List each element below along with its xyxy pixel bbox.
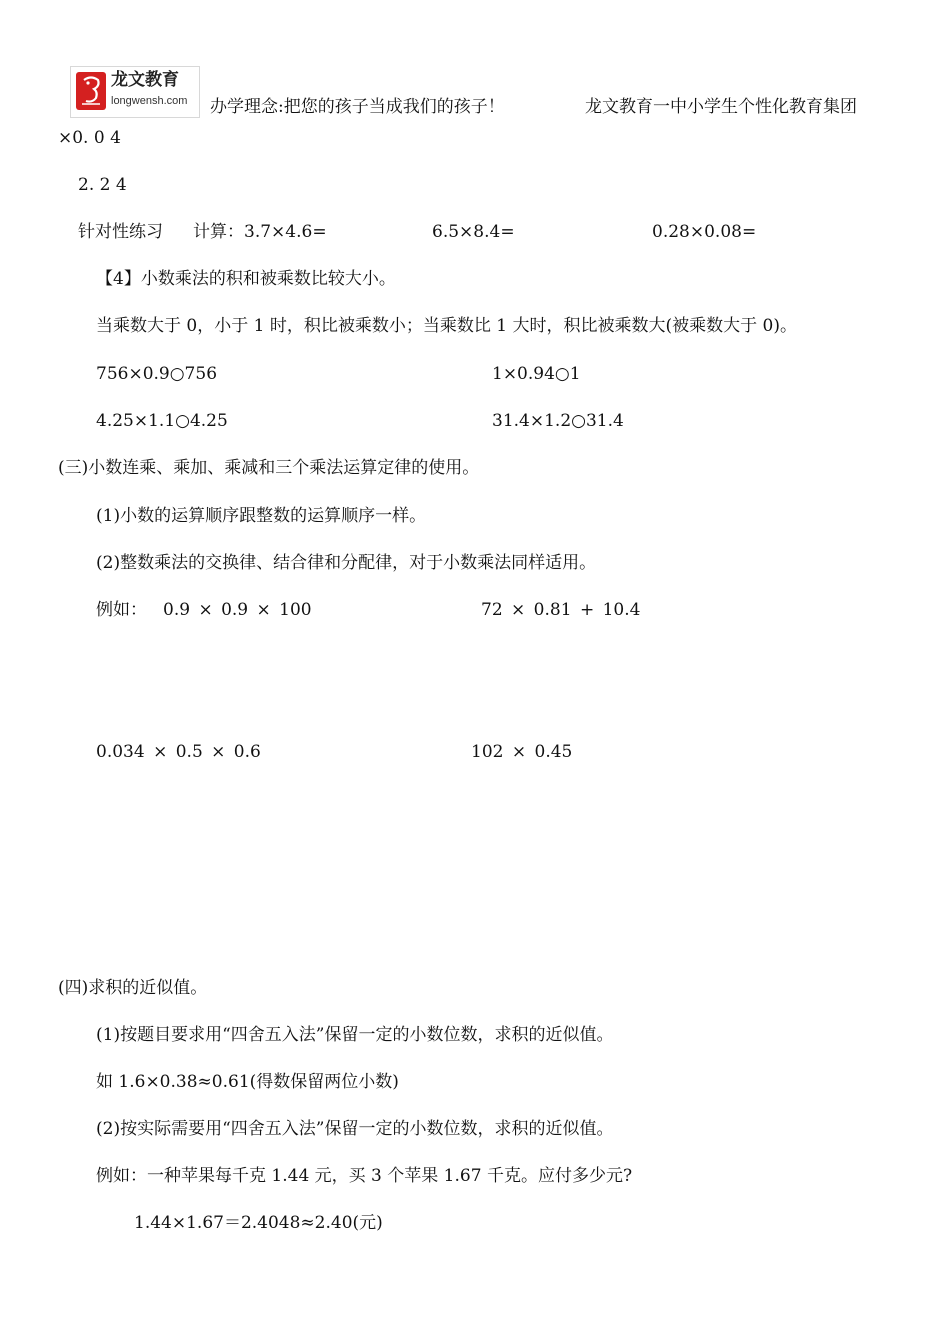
calc-line-result: 2. 2 4 [78, 175, 127, 195]
part4-example1: 如 1.6×0.38≈0.61(得数保留两位小数) [96, 1072, 399, 1092]
header-group: 龙文教育一中小学生个性化教育集团 [585, 97, 857, 117]
example-expr-2: 72 × 0.81 + 10.4 [481, 600, 641, 620]
practice-q1: 计算：3.7×4.6= [193, 222, 327, 242]
example-expr-3: 0.034 × 0.5 × 0.6 [96, 742, 261, 762]
calc-line-multiplier: ×0. 0 4 [58, 128, 121, 148]
part3-rule2: (2)整数乘法的交换律、结合律和分配律，对于小数乘法同样适用。 [96, 553, 597, 573]
compare-q2: 1×0.94○1 [492, 364, 581, 384]
part3-rule1: (1)小数的运算顺序跟整数的运算顺序一样。 [96, 506, 427, 526]
part4-example2: 例如：一种苹果每千克 1.44 元，买 3 个苹果 1.67 千克。应付多少元? [96, 1166, 633, 1186]
example-expr-4: 102 × 0.45 [471, 742, 573, 762]
compare-q1: 756×0.9○756 [96, 364, 218, 384]
part4-answer: 1.44×1.67＝2.4048≈2.40(元) [134, 1213, 383, 1233]
logo-name: 龙文教育 [111, 70, 179, 90]
logo-url: longwensh.com [111, 95, 188, 107]
part4-title: (四)求积的近似值。 [58, 978, 208, 998]
compare-q3: 4.25×1.1○4.25 [96, 411, 228, 431]
section4-title: 【4】小数乘法的积和被乘数比较大小。 [96, 269, 396, 289]
dragon-logo-icon [76, 72, 106, 110]
compare-q4: 31.4×1.2○31.4 [492, 411, 624, 431]
practice-q2: 6.5×8.4= [432, 222, 515, 242]
practice-label: 针对性练习 [78, 222, 163, 242]
header-motto: 办学理念:把您的孩子当成我们的孩子！ [210, 97, 505, 117]
part4-rule2: (2)按实际需要用“四舍五入法”保留一定的小数位数，求积的近似值。 [96, 1119, 614, 1139]
example-expr-1: 0.9 × 0.9 × 100 [163, 600, 312, 620]
part4-rule1: (1)按题目要求用“四舍五入法”保留一定的小数位数，求积的近似值。 [96, 1025, 614, 1045]
section4-rule: 当乘数大于 0，小于 1 时，积比被乘数小；当乘数比 1 大时，积比被乘数大(被乘数大于 0)。 [96, 316, 797, 336]
part3-title: (三)小数连乘、乘加、乘减和三个乘法运算定律的使用。 [58, 458, 480, 478]
example-label: 例如： [96, 600, 147, 620]
logo [70, 66, 200, 118]
practice-q3: 0.28×0.08= [652, 222, 757, 242]
